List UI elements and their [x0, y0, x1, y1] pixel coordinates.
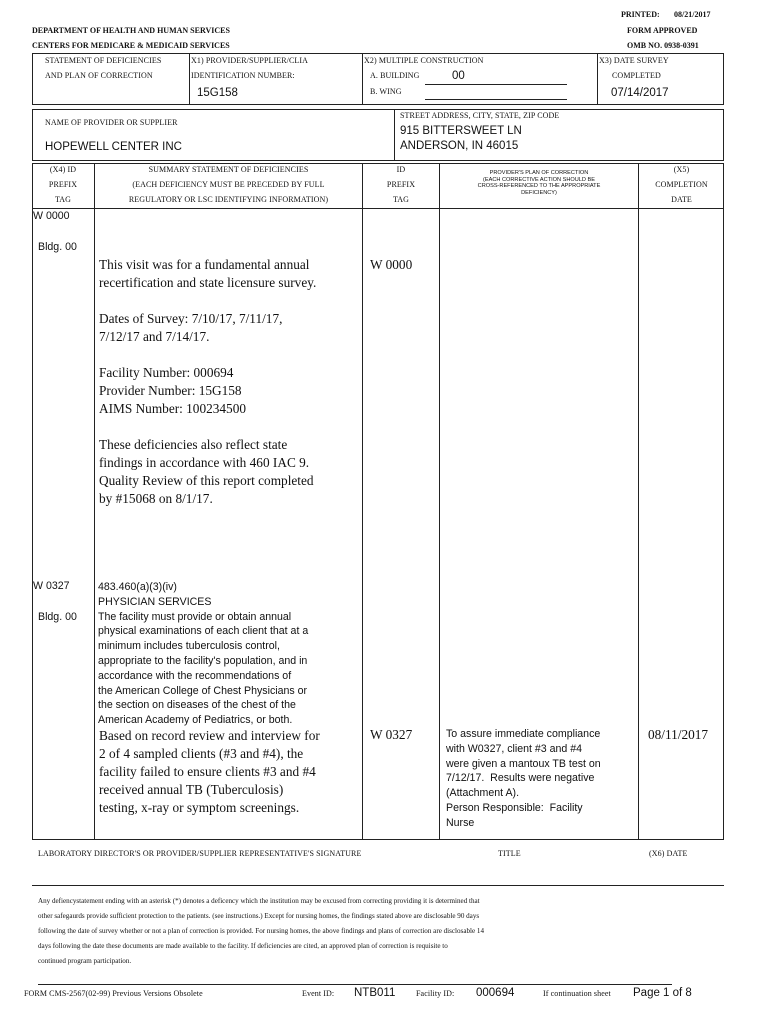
id-header-1: ID: [396, 165, 406, 174]
entry2-id-tag: W 0327: [370, 727, 413, 742]
event-id-value: NTB011: [354, 987, 396, 999]
entry1-bldg: Bldg. 00: [38, 241, 77, 253]
x5-header-2: COMPLETION: [655, 180, 708, 189]
x4-header-1: (X4) ID: [49, 165, 77, 174]
entry2-tag: W 0327: [33, 580, 70, 592]
multiple-construction-label: X2) MULTIPLE CONSTRUCTION: [364, 56, 484, 65]
entry2-bldg: Bldg. 00: [38, 611, 77, 623]
form-number: FORM CMS-2567(02-99) Previous Versions Obsolete: [24, 989, 203, 998]
date-survey-value: 07/14/2017: [611, 87, 669, 99]
page-number: Page 1 of 8: [633, 987, 692, 999]
x5-header-3: DATE: [671, 195, 692, 204]
entry2-completion-date: 08/11/2017: [648, 727, 709, 742]
form-approved: FORM APPROVED: [627, 26, 698, 35]
address-label: STREET ADDRESS, CITY, STATE, ZIP CODE: [400, 111, 560, 120]
omb-number: OMB NO. 0938-0391: [627, 41, 699, 50]
title-label: TITLE: [498, 849, 521, 858]
statement-label: STATEMENT OF DEFICIENCIES: [45, 56, 162, 65]
date-survey-label: X3) DATE SURVEY: [599, 56, 669, 65]
centers-name: CENTERS FOR MEDICARE & MEDICAID SERVICES: [32, 41, 230, 50]
entry1-id-tag: W 0000: [370, 257, 413, 272]
address-line1: 915 BITTERSWEET LN: [400, 125, 522, 137]
identification-label: IDENTIFICATION NUMBER:: [191, 71, 295, 80]
continuation-label: If continuation sheet: [543, 989, 611, 998]
id-header-2: PREFIX: [386, 180, 416, 189]
provider-name-value: HOPEWELL CENTER INC: [45, 141, 182, 153]
x5-header-1: (X5): [673, 165, 690, 174]
entry2-plan: To assure immediate compliance with W0327, client #3 and #4 were given a mantoux TB test on 7/12/17. Results were negative (Attachment A). Person Responsible: Facility Nurse: [446, 728, 601, 829]
entry1-text: This visit was for a fundamental annual recertification and state licensure survey. Dates of Survey: 7/10/17, 7/11/17, 7/12/17 and 7/14/17. Facility Number: 000694 Provider Number: 15G158 AIMS Number: 100234500 These deficiencies also reflect state findings in accordance with 460 IAC 9. Quality Review of this report completed by #15068 on 8/1/17.: [99, 257, 317, 506]
provider-id-value: 15G158: [197, 87, 238, 99]
provider-box: [32, 109, 724, 161]
building-value: 00: [452, 70, 465, 82]
summary-header-2: (EACH DEFICIENCY MUST BE PRECEDED BY FULL: [132, 180, 325, 189]
address-line2: ANDERSON, IN 46015: [400, 140, 519, 152]
id-header-3: TAG: [392, 195, 410, 204]
completed-label: COMPLETED: [612, 71, 661, 80]
summary-header-3: REGULATORY OR LSC IDENTIFYING INFORMATION): [128, 195, 329, 204]
x4-header-2: PREFIX: [48, 180, 78, 189]
entry2-regulation: 483.460(a)(3)(iv) PHYSICIAN SERVICES The facility must provide or obtain annual physical examinations of each client that at a minimum includes tuberculosis control, appropriate to the facility's population, and in accordance with the recommendations of the American College of Chest Physicians or the section on diseases of the chest of the American Academy of Pediatrics, or both.: [98, 581, 309, 727]
plan-label: AND PLAN OF CORRECTION: [45, 71, 153, 80]
facility-id-label: Facility ID:: [416, 989, 455, 998]
building-label: A. BUILDING: [370, 71, 420, 80]
disclaimer-text: Any defiencystatement ending with an asterisk (*) denotes a deficency which the institution may be excused from correcting providing it is determined that other safegaurds provide sufficient protection to the patients. (see instructions.) Except for nursing homes, the findings stated above are disclosable 90 days following the date of survey whether or not a plan of correction is provided. For nursing homes, the above findings and plans of correction are disclosable 14 days following the date these documents are made available to the facility. If deficiencies are cited, an approved plan of correction is requisite to continued program participation.: [38, 897, 484, 965]
printed-label: PRINTED:: [621, 10, 660, 19]
event-id-label: Event ID:: [302, 989, 335, 998]
entry2-finding: Based on record review and interview for 2 of 4 sampled clients (#3 and #4), the facility failed to ensure clients #3 and #4 received annual TB (Tuberculosis) testing, x-ray or symptom screenings.: [99, 728, 320, 815]
entry1-tag: W 0000: [33, 210, 70, 222]
printed-date: 08/21/2017: [674, 10, 711, 19]
facility-id-value: 000694: [476, 987, 515, 999]
x4-header-3: TAG: [54, 195, 72, 204]
provider-name-label: NAME OF PROVIDER OR SUPPLIER: [45, 118, 178, 127]
provider-id-label: X1) PROVIDER/SUPPLIER/CLIA: [191, 56, 309, 65]
x6-date-label: (X6) DATE: [649, 849, 688, 858]
plan-header: PROVIDER'S PLAN OF CORRECTION (EACH CORRECTIVE ACTION SHOULD BE CROSS-REFERENCED TO THE APPROPRIATE DEFICIENCY): [477, 170, 601, 196]
summary-header-1: SUMMARY STATEMENT OF DEFICIENCIES: [148, 165, 309, 174]
department-name: DEPARTMENT OF HEALTH AND HUMAN SERVICES: [32, 26, 230, 35]
signature-label: LABORATORY DIRECTOR'S OR PROVIDER/SUPPLIER REPRESENTATIVE'S SIGNATURE: [38, 849, 362, 858]
wing-label: B. WING: [370, 87, 402, 96]
